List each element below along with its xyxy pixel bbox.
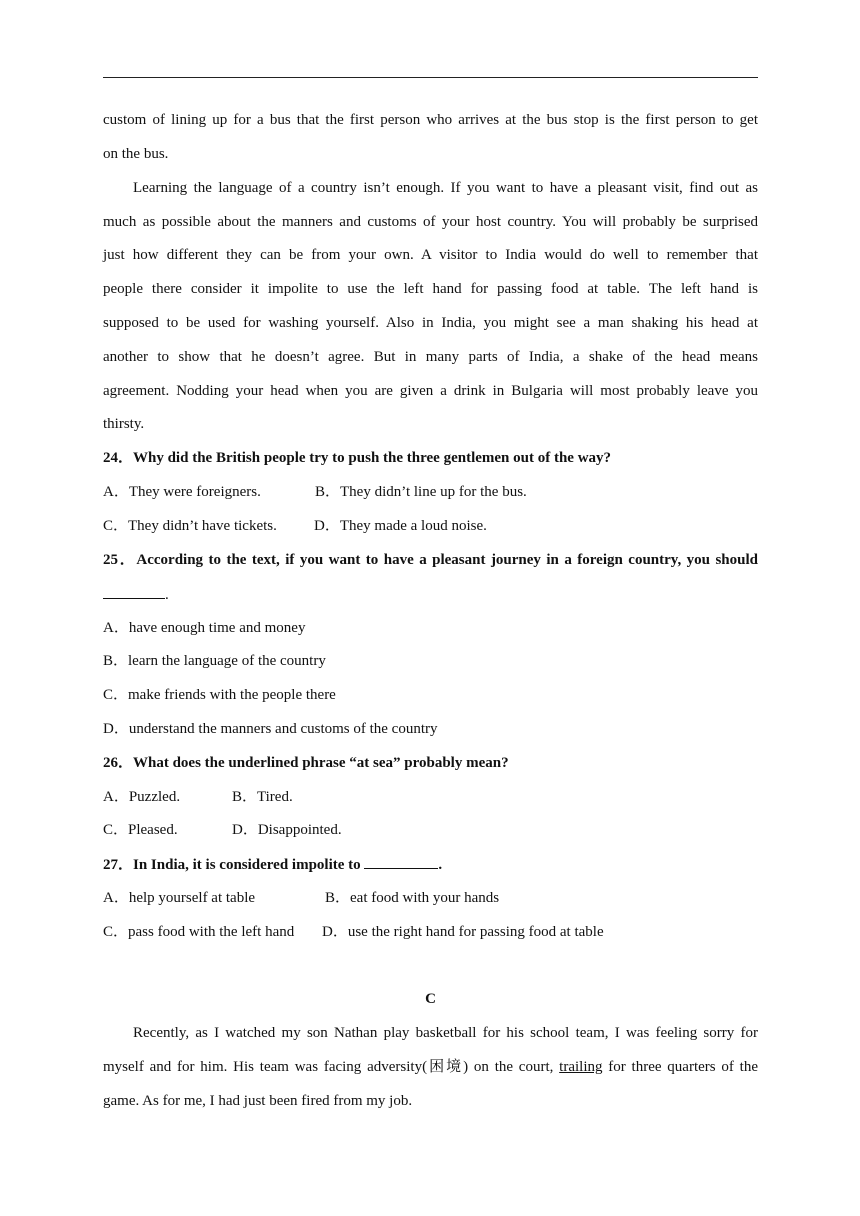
passage-line: another to show that he doesn’t agree. But in many parts of India, a shake of the head means [103, 349, 758, 365]
option-d: D．use the right hand for passing food at table [322, 924, 604, 940]
passage-line: Learning the language of a country isn’t enough. If you want to have a pleasant visit, find out as [133, 180, 758, 196]
passage-line: custom of lining up for a bus that the first person who arrives at the bus stop is the first person to get [103, 112, 758, 128]
question-27-tail: . [438, 857, 443, 873]
passage-line: thirsty. [103, 416, 145, 432]
option-c: C．pass food with the left hand [103, 924, 295, 940]
option-b: B．learn the language of the country [103, 653, 326, 669]
passage-line: agreement. Nodding your head when you are given a drink in Bulgaria will most probably leave you [103, 383, 758, 399]
passage-line: game. As for me, I had just been fired from my job. [103, 1093, 413, 1109]
option-c: C．Pleased. [103, 822, 178, 838]
passage-line: Recently, as I watched my son Nathan play basketball for his school team, I was feeling sorry for [133, 1025, 758, 1041]
passage-text: for three quarters of the [608, 1059, 758, 1075]
question-24-stem: 24．Why did the British people try to push the three gentlemen out of the way? [103, 450, 612, 466]
option-a: A．have enough time and money [103, 620, 306, 636]
passage-text: myself and for him. His team was facing adversity(困境) on the court, [103, 1059, 554, 1075]
question-27-options-row-1 [103, 888, 758, 908]
passage-line: people there consider it impolite to use the left hand for passing food at table. The left hand is [103, 281, 758, 297]
question-26-options-row-2 [103, 820, 758, 840]
option-b: B．They didn’t line up for the bus. [315, 484, 527, 500]
option-b: B．eat food with your hands [325, 890, 500, 906]
question-27-stem [103, 854, 758, 875]
option-c: C．make friends with the people there [103, 687, 336, 703]
question-26-stem: 26．What does the underlined phrase “at sea” probably mean? [103, 755, 509, 771]
option-d: D．understand the manners and customs of the country [103, 721, 438, 737]
question-25-tail: . [165, 587, 169, 603]
question-24-options-row-2 [103, 516, 758, 536]
option-b: B．Tired. [232, 789, 293, 805]
question-27-text: 27．In India, it is considered impolite to [103, 857, 361, 873]
answer-blank [364, 854, 438, 869]
option-a: A．They were foreigners. [103, 484, 261, 500]
option-c: C．They didn’t have tickets. [103, 518, 277, 534]
answer-blank [103, 584, 165, 599]
passage-line [103, 1057, 758, 1077]
option-d: D．Disappointed. [232, 822, 342, 838]
question-27-options-row-2 [103, 922, 758, 942]
question-25-blank-line [103, 584, 758, 605]
passage-line: just how different they can be from your own. A visitor to India would do well to remember that [103, 247, 758, 263]
passage-line: on the bus. [103, 146, 169, 162]
option-d: D．They made a loud noise. [314, 518, 487, 534]
passage-line: much as possible about the manners and customs of your host country. You will probably be surprised [103, 214, 758, 230]
passage-line: supposed to be used for washing yourself. Also in India, you might see a man shaking his head at [103, 315, 758, 331]
underlined-word: trailing [559, 1059, 603, 1075]
section-heading: C [425, 991, 436, 1007]
header-rule [103, 77, 758, 78]
question-25-stem: 25．According to the text, if you want to have a pleasant journey in a foreign country, you should [103, 552, 758, 568]
option-a: A．help yourself at table [103, 890, 256, 906]
question-24-options-row-1 [103, 482, 758, 502]
question-26-options-row-1 [103, 787, 758, 807]
option-a: A．Puzzled. [103, 789, 181, 805]
